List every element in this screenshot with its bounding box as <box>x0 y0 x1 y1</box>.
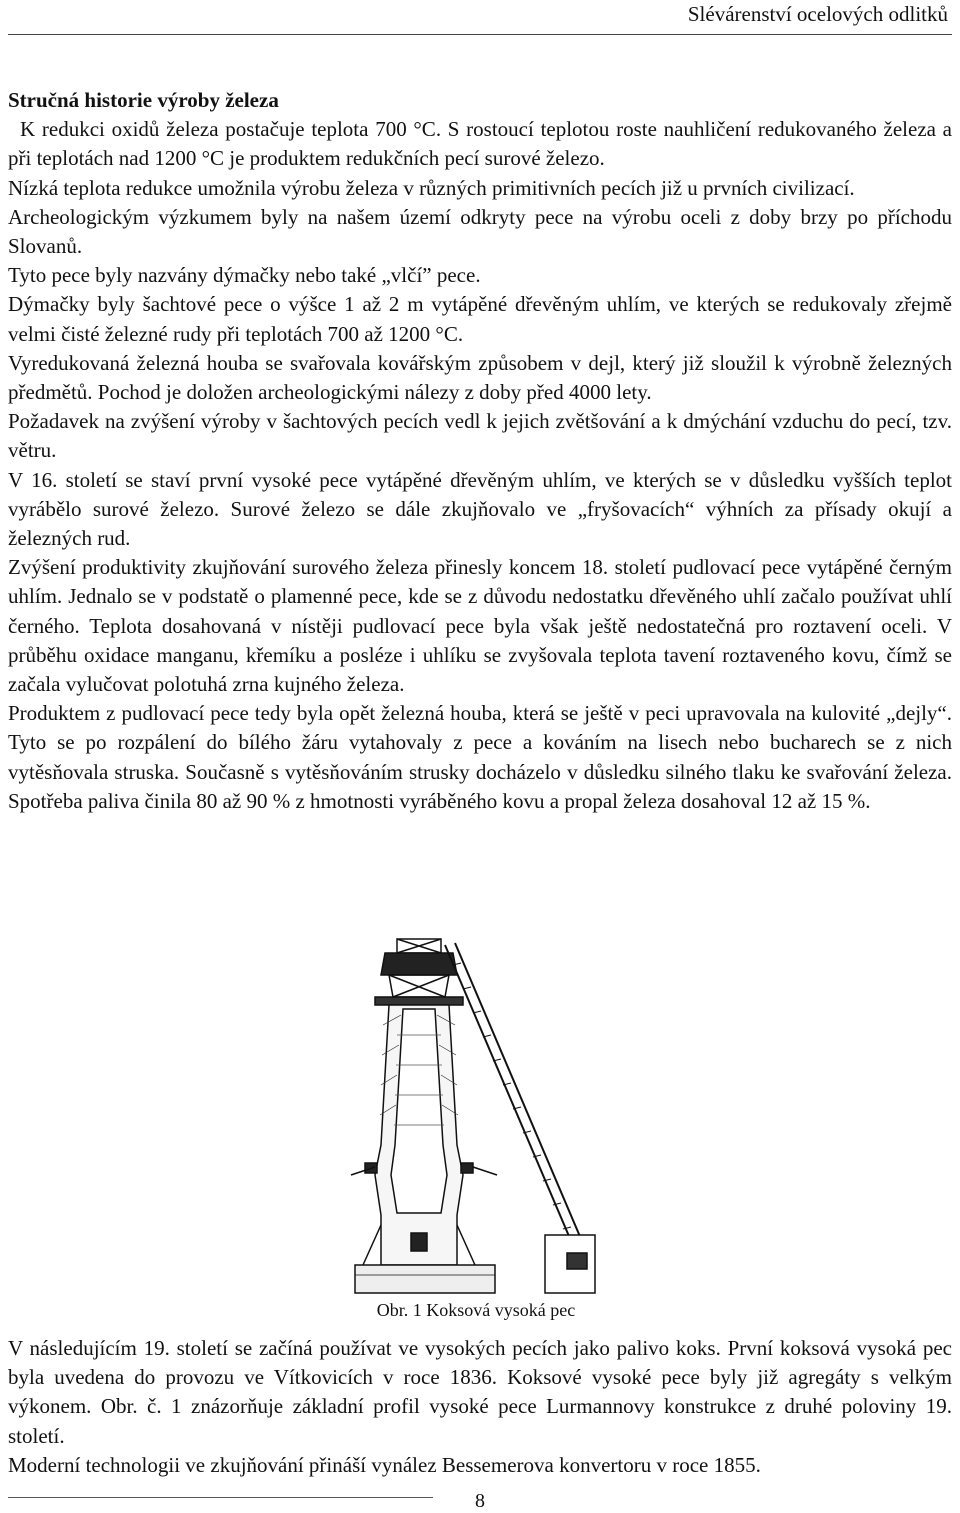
page-header <box>8 0 952 35</box>
paragraph: Nízká teplota redukce umožnila výrobu železa v různých primitivních pecích již u prvních civilizací. <box>8 175 855 200</box>
paragraph: Dýmačky byly šachtové pece o výšce 1 až 2 m vytápěné dřevěným uhlím, ve kterých se redukovaly zřejmě velmi čisté železné rudy při teplotách 700 až 1200 °C. <box>8 292 952 346</box>
paragraph: Zvýšení produktivity zkujňování surového železa přinesly koncem 18. století pudlovací pece vytápěné černým uhlím. Jednalo se v podstatě o plamenné pece, kde se z důvodu nedostatku dřevěného uhlí začalo používat uhlí černého. Teplota dosahovaná v nístěji pudlovací pece byla však ještě nedostatečná pro roztavení oceli. V průběhu oxidace manganu, křemíku a posléze i uhlíku se zvyšovala teplota tavení roztaveného kovu, čímž se začala vylučovat polotuhá zrna kujného železa. <box>8 555 952 697</box>
blast-furnace-figure <box>345 935 605 1297</box>
paragraph: Požadavek na zvýšení výroby v šachtových pecích vedl k jejich zvětšování a k dmýchání vzduchu do pecí, tzv. větru. <box>8 409 952 463</box>
paragraph: Vyredukovaná železná houba se svařovala kovářským způsobem v dejl, který již sloužil k výrobně železných předmětů. Pochod je doložen archeologickými nálezy z doby před 4000 lety. <box>8 350 952 405</box>
paragraph: Archeologickým výzkumem byly na našem území odkryty pece na výrobu oceli z doby brzy po příchodu Slovanů. <box>8 204 952 259</box>
main-text <box>8 86 952 816</box>
paragraph: Moderní technologii ve zkujňování přináší vynález Bessemerova konvertoru v roce 1855. <box>8 1452 761 1477</box>
page-number: 8 <box>475 1490 485 1512</box>
figure-caption: Obr. 1 Koksová vysoká pec <box>376 1300 576 1320</box>
paragraph: Tyto pece byly nazvány dýmačky nebo také „vlčí” pece. <box>8 263 481 288</box>
section-heading: Stručná historie výroby železa <box>8 88 279 112</box>
running-title: Slévárenství ocelových odlitků <box>687 2 948 26</box>
paragraph: Produktem z pudlovací pece tedy byla opět železná houba, která se ještě v peci upravovala na kulovité „dejly“. Tyto se po rozpálení do bílého žáru vytahovaly z pece a kováním na lisech nebo bucharech se z nich vytěsňovala struska. Současně s vytěsňováním strusky docházelo v důsledku silného tlaku ke svařování železa. Spotřeba paliva činila 80 až 90 % z hmotnosti vyráběného kovu a propal železa dosahoval 12 až 15 %. <box>8 701 952 813</box>
blast-furnace-drawing <box>345 935 605 1297</box>
paragraph: V 16. století se staví první vysoké pece vytápěné dřevěným uhlím, ve kterých se v důsledku vyšších teplot vyrábělo surové železo. Surové železo se dále zkujňovalo ve „fryšovacích“ výhních za přísady okují a železných rud. <box>8 467 952 551</box>
paragraph: K redukci oxidů železa postačuje teplota 700 °C. S rostoucí teplotou roste nauhličení redukovaného železa a při teplotách nad 1200 °C je produktem redukčních pecí surové železo. <box>8 117 952 171</box>
text-after-figure <box>8 1334 952 1480</box>
paragraph: V následujícím 19. století se začíná používat ve vysokých pecích jako palivo koks. První koksová vysoká pec byla uvedena do provozu ve Vítkovicích v roce 1836. Koksové vysoké pece byly již agregáty s velkým výkonem. Obr. č. 1 znázorňuje základní profil vysoké pece Lurmannovy konstrukce z druhé poloviny 19. století. <box>8 1336 952 1448</box>
